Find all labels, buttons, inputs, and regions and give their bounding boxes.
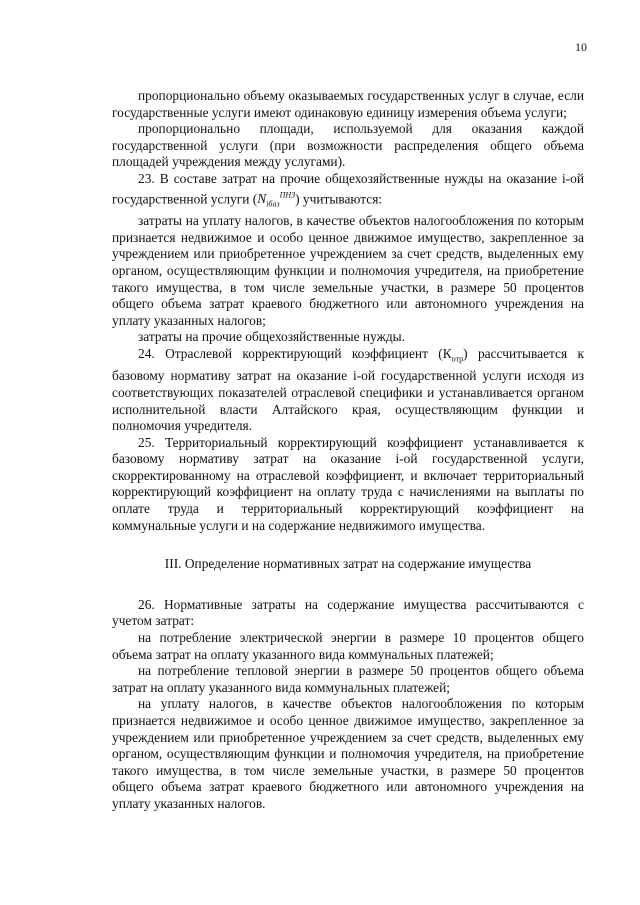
symbol-n-letter: N bbox=[257, 191, 267, 207]
symbol-k-subscript: отр bbox=[451, 354, 464, 364]
document-body bbox=[112, 88, 584, 813]
paragraph-heat: на потребление тепловой энергии в размере 50 процентов общего объема затрат на оплату указанного вида коммунальных платежей; bbox=[112, 663, 584, 695]
symbol-n-base-pnz bbox=[257, 190, 296, 209]
paragraph-other-needs: затраты на прочие общехозяйственные нужды. bbox=[138, 329, 406, 345]
symbol-n-superscript: ПНЗ bbox=[279, 190, 296, 200]
paragraph-26: 26. Нормативные затраты на содержание имущества рассчитываются с учетом затрат: bbox=[112, 596, 584, 629]
paragraph-proportional-area: пропорционально площади, используемой для оказания каждой государственной услуги (при возможности распределения общего объема площадей учреждения между услугами). bbox=[112, 121, 584, 170]
paragraph-23-text-before: 23. В составе затрат на прочие общехозяйственные нужды на оказание i-ой государственной услуги ( bbox=[112, 170, 584, 207]
paragraph-23-text-after: ) учитываются: bbox=[295, 191, 383, 207]
paragraph-electricity: на потребление электрической энергии в размере 10 процентов общего объема затрат на оплату указанного вида коммунальных платежей; bbox=[112, 630, 584, 662]
symbol-n-subscript: iбаз bbox=[266, 199, 280, 209]
paragraph-23 bbox=[112, 171, 584, 213]
paragraph-proportional-volume: пропорционально объему оказываемых государственных услуг в случае, если государственные услуги имеют одинаковую единицу измерения объема услуги; bbox=[112, 88, 584, 120]
paragraph-25: 25. Территориальный корректирующий коэффициент устанавливается к базовому нормативу затрат на оказание i-ой государственной услуги, скорректированному на отраслевой коэффициент, и включает территориальный корректирующий коэффициент на оплату труда с начислениями на выплаты по оплате труда и территориальный корректирующий коэффициент на коммунальные услуги и на содержание недвижимого имущества. bbox=[112, 434, 584, 533]
symbol-k-otr bbox=[442, 346, 464, 364]
paragraph-tax-costs: затраты на уплату налогов, в качестве объектов налогообложения по которым признается недвижимое и особо ценное движимое имущество, закрепленное за учреждением или приобретенное учреждением за счет средств, выделенных ему органом, осуществляющим функции и полномочия учредителя, на приобретение такого имущества, в том числе земельные участки, в размере 50 процентов общего объема затрат краевого бюджетного или автономного учреждения на уплату указанных налогов; bbox=[112, 213, 584, 328]
page-number: 10 bbox=[575, 40, 587, 54]
paragraph-property-taxes: на уплату налогов, в качестве объектов налогообложения по которым признается недвижимое и особо ценное движимое имущество, закрепленное за учреждением или приобретенное учреждением за счет средств, выделенных ему органом, осуществляющим функции и полномочия учредителя, на приобретение такого имущества, в том числе земельные участки, в размере 50 процентов общего объема затрат краевого бюджетного или автономного учреждения на уплату указанных налогов. bbox=[112, 696, 584, 811]
section-heading: III. Определение нормативных затрат на содержание имущества bbox=[164, 556, 532, 572]
paragraph-24 bbox=[112, 346, 584, 435]
paragraph-24-text-before: 24. Отраслевой корректирующий коэффициент ( bbox=[138, 346, 443, 362]
symbol-k-letter: К bbox=[442, 346, 452, 362]
paragraph-24-text-after: ) рассчитывается к базовому нормативу затрат на оказание i-ой государственной услуги исходя из соответствующих показателей отраслевой специфики и устанавливается органом исполнительной власти Алтайского края, осуществляющим функции и полномочия учредителя. bbox=[112, 346, 584, 434]
